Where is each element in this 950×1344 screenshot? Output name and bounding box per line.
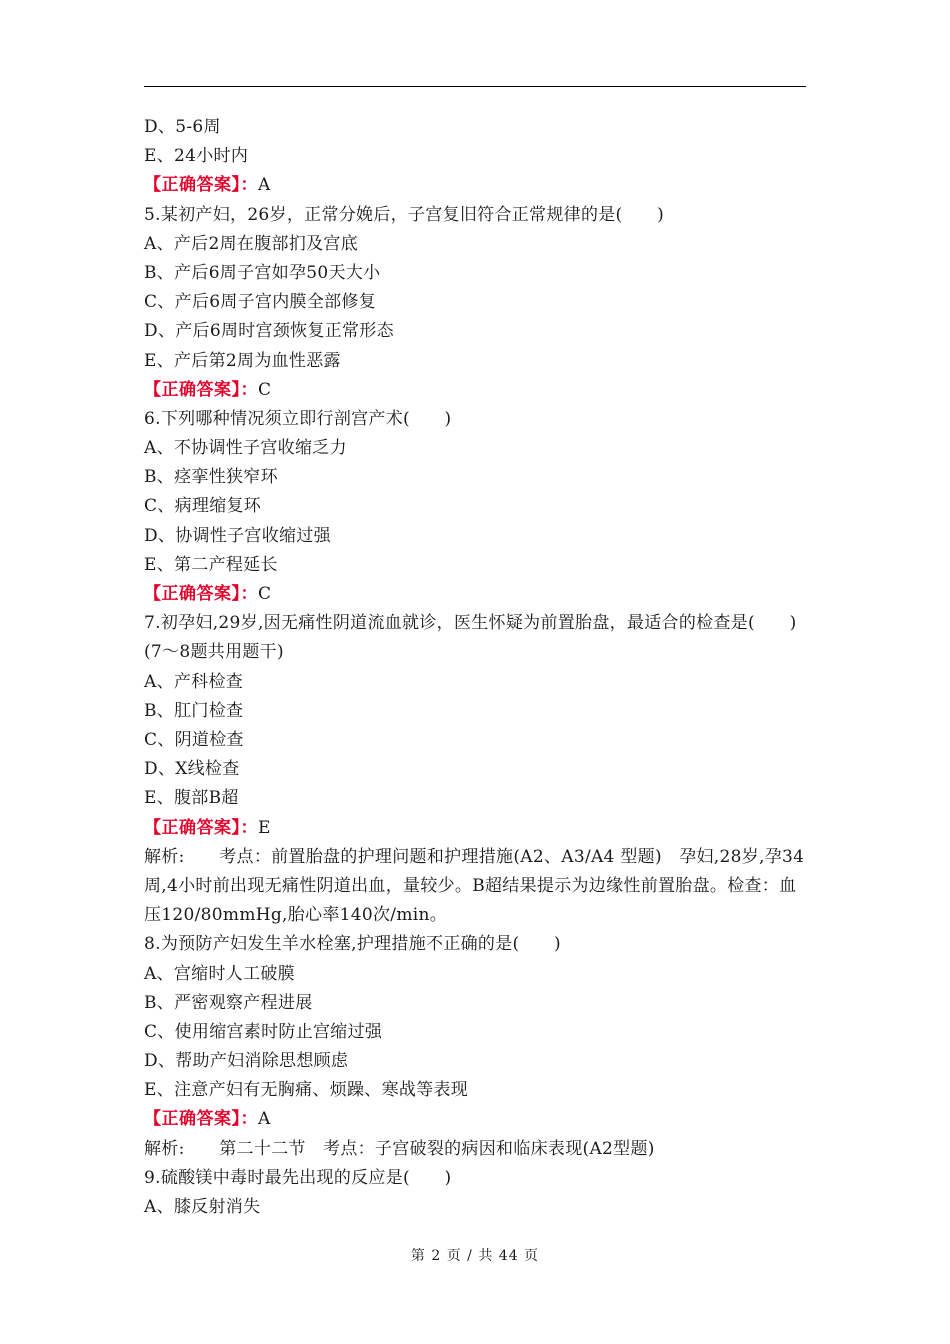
question-stem: 8.为预防产妇发生羊水栓塞,护理措施不正确的是( ) <box>144 934 561 955</box>
answer-option: D、协调性子宫收缩过强 <box>144 525 331 546</box>
analysis-text: 解析: 第二十二节 考点：子宫破裂的病因和临床表现(A2型题) <box>144 1138 655 1159</box>
correct-answer-line <box>144 580 806 609</box>
answer-option: A、产后2周在腹部扪及宫底 <box>144 233 358 254</box>
answer-option: D、产后6周时宫颈恢复正常形态 <box>144 321 394 342</box>
answer-option: C、病理缩复环 <box>144 496 262 517</box>
correct-answer-line <box>144 376 806 405</box>
answer-option: E、24小时内 <box>144 146 249 167</box>
answer-option: C、阴道检查 <box>144 729 244 750</box>
correct-answer-label: 【正确答案】： <box>144 584 258 604</box>
question-stem: 5.某初产妇，26岁，正常分娩后，子宫复旧符合正常规律的是( ) <box>144 204 665 225</box>
correct-answer-line <box>144 814 806 843</box>
answer-option: D、帮助产妇消除思想顾虑 <box>144 1051 349 1072</box>
correct-answer-label: 【正确答案】： <box>144 379 258 400</box>
answer-option: E、第二产程延长 <box>144 554 278 575</box>
correct-answer-value: C <box>258 379 272 400</box>
answer-option: E、注意产妇有无胸痛、烦躁、寒战等表现 <box>144 1080 469 1101</box>
question-stem: 9.硫酸镁中毒时最先出现的反应是( ) <box>144 1167 452 1188</box>
correct-answer-label: 【正确答案】： <box>144 1109 258 1130</box>
correct-answer-line <box>144 171 806 200</box>
answer-option: C、产后6周子宫内膜全部修复 <box>144 292 377 313</box>
answer-option: A、宫缩时人工破膜 <box>144 963 295 984</box>
correct-answer-label: 【正确答案】： <box>144 817 258 838</box>
answer-option: E、产后第2周为血性恶露 <box>144 350 341 371</box>
correct-answer-value: A <box>258 1109 271 1130</box>
answer-option: B、肛门检查 <box>144 700 244 721</box>
question-stem: 6.下列哪种情况须立即行剖宫产术( ) <box>144 408 452 429</box>
document-body <box>144 113 814 1222</box>
answer-option: A、产科检查 <box>144 671 244 692</box>
answer-option: B、痉挛性狭窄环 <box>144 467 278 488</box>
correct-answer-value: C <box>258 584 272 604</box>
question-stem: 7.初孕妇,29岁,因无痛性阴道流血就诊，医生怀疑为前置胎盘，最适合的检查是( ) (7～8题共用题干) <box>144 613 814 663</box>
answer-option: E、腹部B超 <box>144 788 239 809</box>
correct-answer-value: A <box>258 175 271 196</box>
answer-option: B、产后6周子宫如孕50天大小 <box>144 262 381 283</box>
correct-answer-value: E <box>258 817 271 838</box>
answer-option: D、X线检查 <box>144 759 240 780</box>
correct-answer-line <box>144 1105 806 1134</box>
answer-option: D、5-6周 <box>144 117 221 137</box>
answer-option: B、严密观察产程进展 <box>144 992 313 1013</box>
answer-option: A、膝反射消失 <box>144 1197 261 1218</box>
correct-answer-label: 【正确答案】： <box>144 175 258 196</box>
header-rule <box>144 86 806 87</box>
answer-option: C、使用缩宫素时防止宫缩过强 <box>144 1021 383 1042</box>
page-footer: 第 2 页 / 共 44 页 <box>410 1248 540 1264</box>
answer-option: A、不协调性子宫收缩乏力 <box>144 438 347 459</box>
analysis-text: 解析: 考点：前置胎盘的护理问题和护理措施(A2、A3/A4 型题) 孕妇,28岁,孕34 周,4小时前出现无痛性阴道出血，量较少。B超结果提示为边缘性前置胎盘。检查：血压120/80mmHg,胎心率140次/min。 <box>144 846 805 926</box>
